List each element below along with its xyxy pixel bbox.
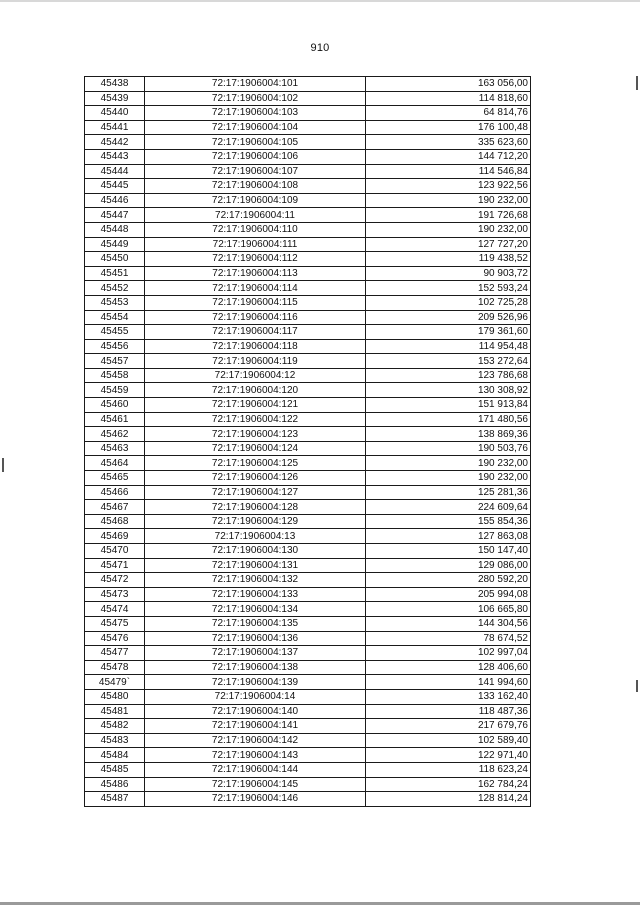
cadastral-value-cell: 190 503,76 [366,441,531,456]
cadastral-number-cell: 72:17:1906004:124 [145,441,366,456]
table-row [85,646,531,661]
cadastral-value-table [84,76,531,807]
row-number-cell: 45478 [85,660,145,675]
cadastral-value-cell: 141 994,60 [366,675,531,690]
cadastral-value-cell: 138 869,36 [366,427,531,442]
table-row [85,777,531,792]
table-row [85,412,531,427]
table-row [85,295,531,310]
cadastral-number-cell: 72:17:1906004:14 [145,689,366,704]
cadastral-value-cell: 128 406,60 [366,660,531,675]
cadastral-value-cell: 150 147,40 [366,544,531,559]
cadastral-number-cell: 72:17:1906004:118 [145,339,366,354]
cadastral-number-cell: 72:17:1906004:120 [145,383,366,398]
row-number-cell: 45462 [85,427,145,442]
row-number-cell: 45449 [85,237,145,252]
table-row [85,471,531,486]
cadastral-value-cell: 127 727,20 [366,237,531,252]
cadastral-number-cell: 72:17:1906004:107 [145,164,366,179]
table-row [85,106,531,121]
row-number-cell: 45466 [85,485,145,500]
cadastral-number-cell: 72:17:1906004:133 [145,587,366,602]
cadastral-value-cell: 129 086,00 [366,558,531,573]
cadastral-number-cell: 72:17:1906004:128 [145,500,366,515]
row-number-cell: 45453 [85,295,145,310]
row-number-cell: 45482 [85,719,145,734]
row-number-cell: 45477 [85,646,145,661]
cadastral-value-cell: 127 863,08 [366,529,531,544]
cadastral-value-cell: 133 162,40 [366,689,531,704]
row-number-cell: 45442 [85,135,145,150]
cadastral-value-cell: 102 589,40 [366,733,531,748]
cadastral-number-cell: 72:17:1906004:137 [145,646,366,661]
table-row [85,631,531,646]
row-number-cell: 45457 [85,354,145,369]
table-row [85,120,531,135]
row-number-cell: 45480 [85,689,145,704]
row-number-cell: 45471 [85,558,145,573]
row-number-cell: 45485 [85,762,145,777]
row-number-cell: 45451 [85,266,145,281]
cadastral-number-cell: 72:17:1906004:143 [145,748,366,763]
table-row [85,704,531,719]
cadastral-value-cell: 78 674,52 [366,631,531,646]
row-number-cell: 45444 [85,164,145,179]
cadastral-number-cell: 72:17:1906004:135 [145,616,366,631]
row-number-cell: 45448 [85,222,145,237]
row-number-cell: 45452 [85,281,145,296]
cadastral-number-cell: 72:17:1906004:103 [145,106,366,121]
row-number-cell: 45438 [85,77,145,92]
cadastral-value-cell: 190 232,00 [366,471,531,486]
table-row [85,441,531,456]
row-number-cell: 45476 [85,631,145,646]
cadastral-value-cell: 176 100,48 [366,120,531,135]
cadastral-number-cell: 72:17:1906004:130 [145,544,366,559]
cadastral-number-cell: 72:17:1906004:146 [145,792,366,807]
cadastral-number-cell: 72:17:1906004:129 [145,514,366,529]
row-number-cell: 45479` [85,675,145,690]
row-number-cell: 45460 [85,398,145,413]
table-row [85,500,531,515]
table-row [85,91,531,106]
table-row [85,573,531,588]
cadastral-number-cell: 72:17:1906004:126 [145,471,366,486]
table-row [85,689,531,704]
row-number-cell: 45469 [85,529,145,544]
table-row [85,514,531,529]
table-row [85,252,531,267]
table-row [85,485,531,500]
cadastral-value-cell: 144 712,20 [366,149,531,164]
row-number-cell: 45475 [85,616,145,631]
cadastral-value-cell: 102 725,28 [366,295,531,310]
cadastral-number-cell: 72:17:1906004:115 [145,295,366,310]
row-number-cell: 45463 [85,441,145,456]
table-row [85,354,531,369]
table-row [85,427,531,442]
cadastral-value-cell: 102 997,04 [366,646,531,661]
table-row [85,383,531,398]
table-row [85,135,531,150]
table-row [85,281,531,296]
cadastral-number-cell: 72:17:1906004:145 [145,777,366,792]
cadastral-number-cell: 72:17:1906004:117 [145,325,366,340]
table-row [85,193,531,208]
cadastral-value-cell: 335 623,60 [366,135,531,150]
table-row [85,179,531,194]
cadastral-number-cell: 72:17:1906004:119 [145,354,366,369]
cadastral-number-cell: 72:17:1906004:114 [145,281,366,296]
cadastral-number-cell: 72:17:1906004:134 [145,602,366,617]
row-number-cell: 45470 [85,544,145,559]
cadastral-value-cell: 123 922,56 [366,179,531,194]
table-row [85,660,531,675]
cadastral-value-cell: 190 232,00 [366,193,531,208]
cadastral-value-cell: 190 232,00 [366,222,531,237]
cadastral-number-cell: 72:17:1906004:112 [145,252,366,267]
cadastral-value-cell: 151 913,84 [366,398,531,413]
row-number-cell: 45458 [85,368,145,383]
cadastral-number-cell: 72:17:1906004:109 [145,193,366,208]
cadastral-value-cell: 114 546,84 [366,164,531,179]
table-row [85,164,531,179]
row-number-cell: 45483 [85,733,145,748]
table-row [85,222,531,237]
table-row [85,77,531,92]
row-number-cell: 45464 [85,456,145,471]
cadastral-number-cell: 72:17:1906004:102 [145,91,366,106]
cadastral-number-cell: 72:17:1906004:113 [145,266,366,281]
table-row [85,558,531,573]
table-row [85,398,531,413]
cadastral-number-cell: 72:17:1906004:11 [145,208,366,223]
cadastral-number-cell: 72:17:1906004:12 [145,368,366,383]
scan-mark-right-top [636,76,638,90]
cadastral-value-cell: 114 954,48 [366,339,531,354]
row-number-cell: 45455 [85,325,145,340]
row-number-cell: 45481 [85,704,145,719]
table-row [85,208,531,223]
cadastral-number-cell: 72:17:1906004:121 [145,398,366,413]
row-number-cell: 45441 [85,120,145,135]
cadastral-value-cell: 190 232,00 [366,456,531,471]
cadastral-value-cell: 162 784,24 [366,777,531,792]
row-number-cell: 45467 [85,500,145,515]
cadastral-number-cell: 72:17:1906004:138 [145,660,366,675]
table-row [85,310,531,325]
cadastral-number-cell: 72:17:1906004:131 [145,558,366,573]
row-number-cell: 45486 [85,777,145,792]
cadastral-value-cell: 114 818,60 [366,91,531,106]
table-row [85,339,531,354]
row-number-cell: 45446 [85,193,145,208]
table-row [85,748,531,763]
cadastral-number-cell: 72:17:1906004:105 [145,135,366,150]
cadastral-number-cell: 72:17:1906004:123 [145,427,366,442]
table-row [85,368,531,383]
table-row [85,733,531,748]
cadastral-value-cell: 125 281,36 [366,485,531,500]
row-number-cell: 45473 [85,587,145,602]
cadastral-value-cell: 130 308,92 [366,383,531,398]
cadastral-value-cell: 122 971,40 [366,748,531,763]
table-row [85,792,531,807]
table-row [85,602,531,617]
table-row [85,325,531,340]
cadastral-number-cell: 72:17:1906004:125 [145,456,366,471]
row-number-cell: 45443 [85,149,145,164]
cadastral-value-cell: 179 361,60 [366,325,531,340]
cadastral-number-cell: 72:17:1906004:111 [145,237,366,252]
cadastral-value-cell: 118 623,24 [366,762,531,777]
cadastral-number-cell: 72:17:1906004:110 [145,222,366,237]
cadastral-number-cell: 72:17:1906004:140 [145,704,366,719]
table-row [85,587,531,602]
table-row [85,237,531,252]
row-number-cell: 45459 [85,383,145,398]
cadastral-number-cell: 72:17:1906004:13 [145,529,366,544]
cadastral-value-cell: 64 814,76 [366,106,531,121]
cadastral-value-cell: 217 679,76 [366,719,531,734]
cadastral-number-cell: 72:17:1906004:132 [145,573,366,588]
cadastral-value-cell: 152 593,24 [366,281,531,296]
scan-mark-left [2,458,4,472]
cadastral-value-cell: 118 487,36 [366,704,531,719]
scan-edge-top [0,0,640,2]
cadastral-value-cell: 106 665,80 [366,602,531,617]
cadastral-number-cell: 72:17:1906004:141 [145,719,366,734]
cadastral-number-cell: 72:17:1906004:142 [145,733,366,748]
page-number: 910 [310,42,330,54]
cadastral-value-cell: 123 786,68 [366,368,531,383]
cadastral-number-cell: 72:17:1906004:106 [145,149,366,164]
table-row [85,675,531,690]
row-number-cell: 45465 [85,471,145,486]
cadastral-value-cell: 153 272,64 [366,354,531,369]
cadastral-number-cell: 72:17:1906004:108 [145,179,366,194]
cadastral-number-cell: 72:17:1906004:122 [145,412,366,427]
cadastral-number-cell: 72:17:1906004:101 [145,77,366,92]
table-row [85,719,531,734]
row-number-cell: 45440 [85,106,145,121]
scan-mark-right-bottom [636,680,638,692]
table-row [85,529,531,544]
cadastral-value-cell: 144 304,56 [366,616,531,631]
cadastral-number-cell: 72:17:1906004:144 [145,762,366,777]
table-row [85,544,531,559]
cadastral-value-cell: 224 609,64 [366,500,531,515]
row-number-cell: 45454 [85,310,145,325]
cadastral-value-cell: 155 854,36 [366,514,531,529]
row-number-cell: 45445 [85,179,145,194]
row-number-cell: 45439 [85,91,145,106]
row-number-cell: 45474 [85,602,145,617]
cadastral-value-cell: 209 526,96 [366,310,531,325]
row-number-cell: 45484 [85,748,145,763]
cadastral-number-cell: 72:17:1906004:104 [145,120,366,135]
table-row [85,149,531,164]
cadastral-value-cell: 163 056,00 [366,77,531,92]
row-number-cell: 45461 [85,412,145,427]
cadastral-number-cell: 72:17:1906004:127 [145,485,366,500]
row-number-cell: 45450 [85,252,145,267]
cadastral-number-cell: 72:17:1906004:139 [145,675,366,690]
row-number-cell: 45468 [85,514,145,529]
table-body [85,77,531,807]
cadastral-value-cell: 128 814,24 [366,792,531,807]
row-number-cell: 45472 [85,573,145,588]
table-row [85,616,531,631]
row-number-cell: 45487 [85,792,145,807]
cadastral-value-cell: 119 438,52 [366,252,531,267]
cadastral-number-cell: 72:17:1906004:116 [145,310,366,325]
cadastral-value-cell: 280 592,20 [366,573,531,588]
row-number-cell: 45447 [85,208,145,223]
table-row [85,762,531,777]
cadastral-value-cell: 90 903,72 [366,266,531,281]
cadastral-value-cell: 205 994,08 [366,587,531,602]
cadastral-number-cell: 72:17:1906004:136 [145,631,366,646]
cadastral-value-cell: 191 726,68 [366,208,531,223]
table-row [85,266,531,281]
table-row [85,456,531,471]
cadastral-value-cell: 171 480,56 [366,412,531,427]
row-number-cell: 45456 [85,339,145,354]
